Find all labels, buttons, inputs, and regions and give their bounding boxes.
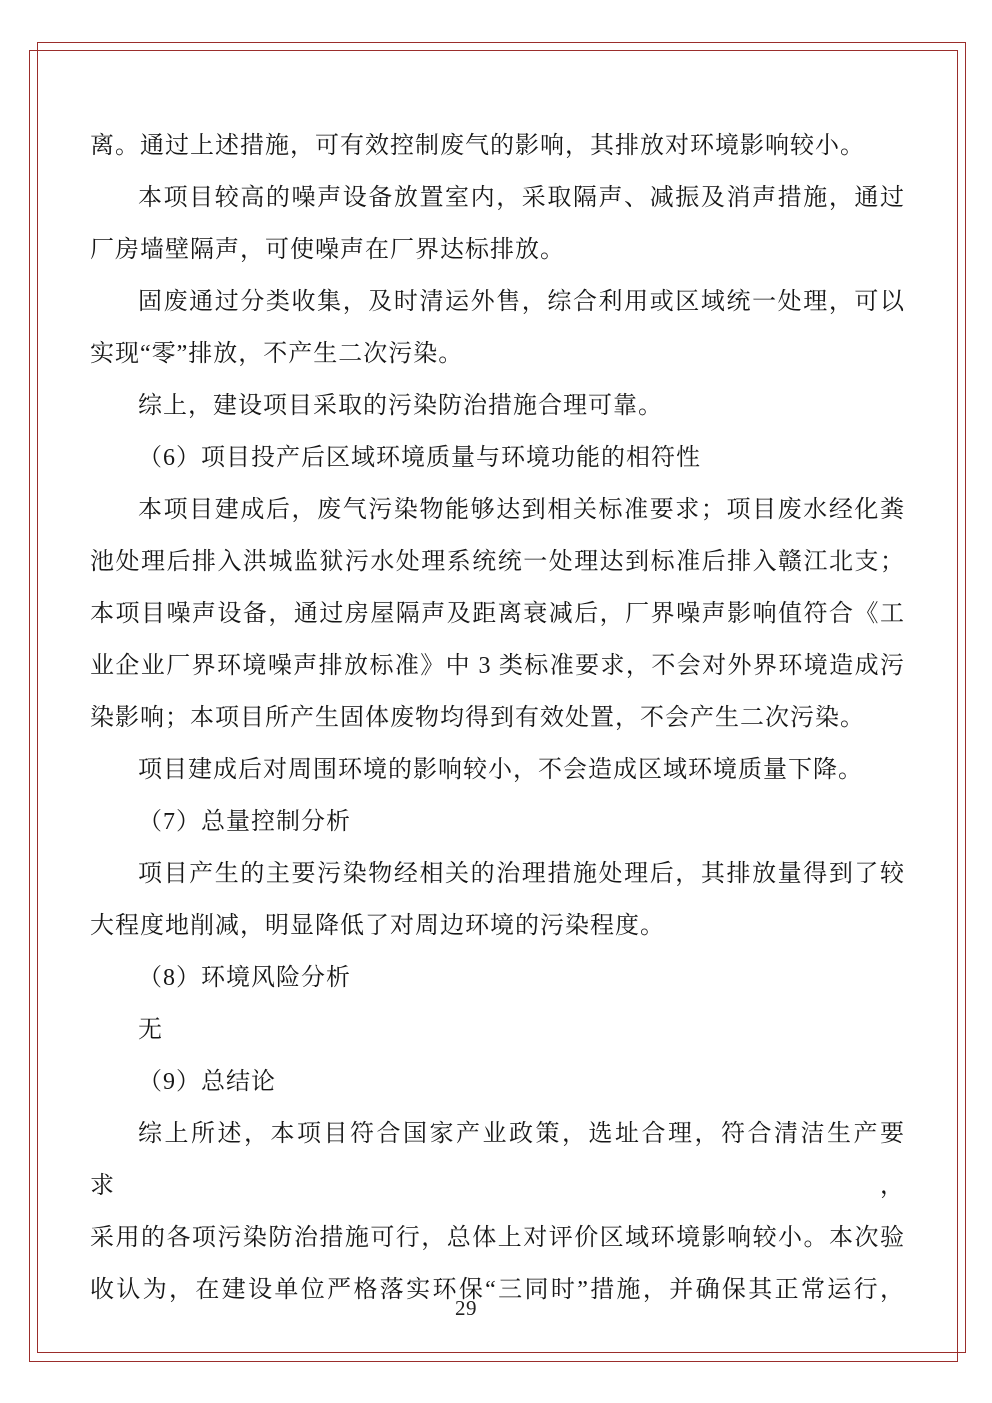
text-line: 染影响；本项目所产生固体废物均得到有效处置，不会产生二次污染。 — [90, 705, 865, 731]
text-line: 厂房墙壁隔声，可使噪声在厂界达标排放。 — [90, 237, 565, 263]
text-line: 项目建成后对周围环境的影响较小，不会造成区域环境质量下降。 — [138, 757, 863, 783]
text-line: 本项目较高的噪声设备放置室内，采取隔声、减振及消声措施，通过 — [138, 185, 905, 211]
document-text — [90, 120, 905, 1316]
text-line: 本项目建成后，废气污染物能够达到相关标准要求；项目废水经化粪 — [138, 497, 905, 523]
text-line: （7）总量控制分析 — [138, 809, 351, 835]
text-line: 采用的各项污染防治措施可行，总体上对评价区域环境影响较小。本次验 — [90, 1225, 905, 1251]
text-line: 综上所述，本项目符合国家产业政策，选址合理，符合清洁生产要求， — [90, 1121, 905, 1199]
text-line: 项目产生的主要污染物经相关的治理措施处理后，其排放量得到了较 — [138, 861, 905, 887]
text-line: 无 — [138, 1017, 163, 1043]
text-line: （6）项目投产后区域环境质量与环境功能的相符性 — [138, 445, 701, 471]
text-line: 业企业厂界环境噪声排放标准》中 3 类标准要求，不会对外界环境造成污 — [90, 653, 905, 679]
text-line: 池处理后排入洪城监狱污水处理系统统一处理达到标准后排入赣江北支； — [90, 549, 905, 575]
text-line: 大程度地削减，明显降低了对周边环境的污染程度。 — [90, 913, 665, 939]
text-line: 收认为，在建设单位严格落实环保“三同时”措施，并确保其正常运行， — [90, 1277, 905, 1303]
text-line: 离。通过上述措施，可有效控制废气的影响，其排放对环境影响较小。 — [90, 133, 865, 159]
page-number: 29 — [455, 1296, 477, 1320]
text-line: 综上，建设项目采取的污染防治措施合理可靠。 — [138, 393, 663, 419]
text-line: （9）总结论 — [138, 1069, 276, 1095]
text-line: 实现“零”排放，不产生二次污染。 — [90, 341, 464, 367]
text-line: 本项目噪声设备，通过房屋隔声及距离衰减后，厂界噪声影响值符合《工 — [90, 601, 905, 627]
text-line: （8）环境风险分析 — [138, 965, 351, 991]
text-line: 固废通过分类收集，及时清运外售，综合利用或区域统一处理，可以 — [138, 289, 905, 315]
